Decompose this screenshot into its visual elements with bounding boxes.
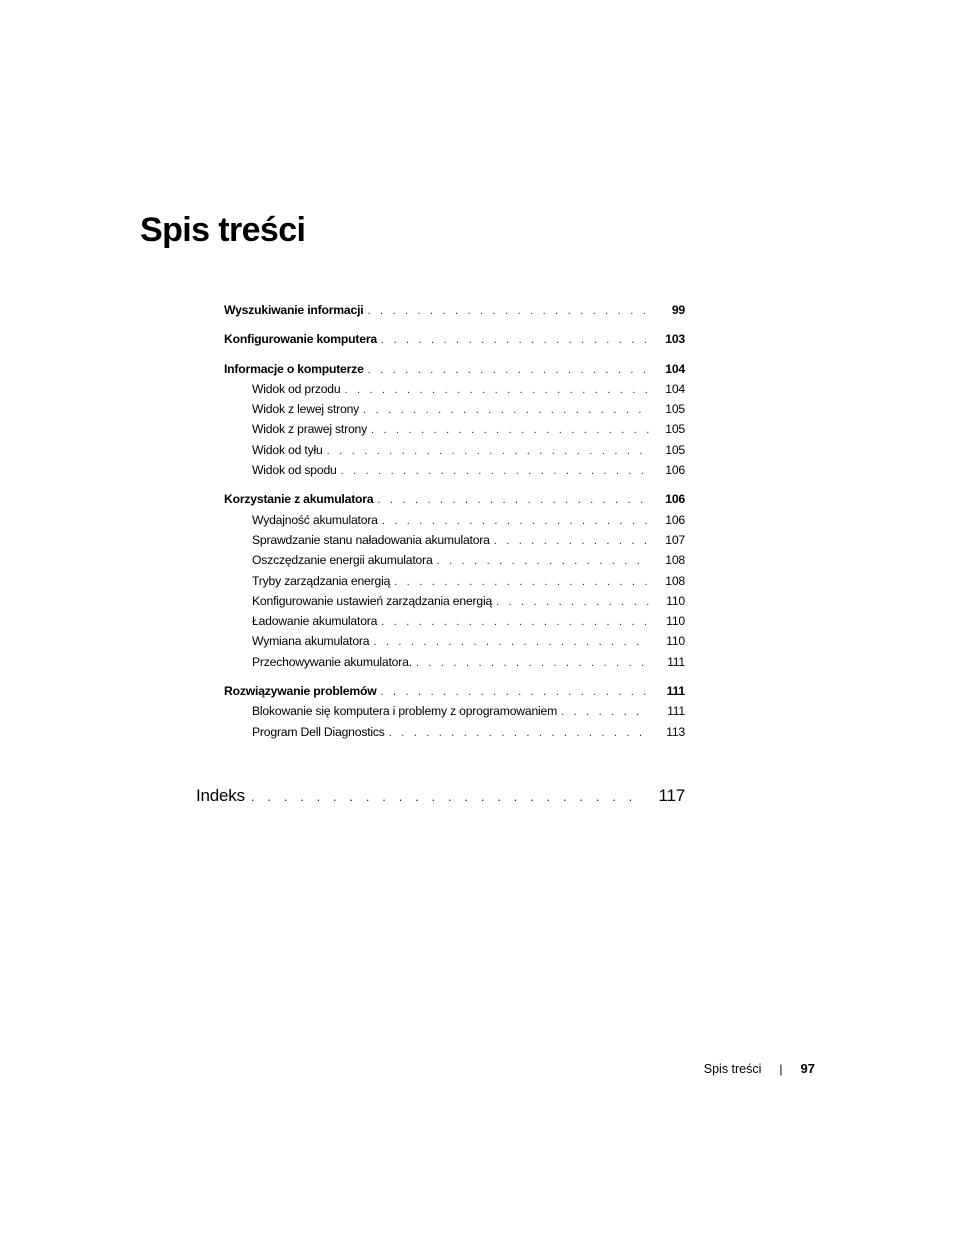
dot-leader (378, 515, 649, 527)
dot-leader (323, 445, 649, 457)
dot-leader (390, 576, 649, 588)
toc-subentry-label: Sprawdzanie stanu naładowania akumulatora (252, 532, 490, 547)
toc-entry[interactable] (224, 332, 685, 352)
toc-section (224, 303, 685, 323)
toc-subentry[interactable] (224, 704, 685, 724)
toc-subentry-page: 106 (665, 463, 685, 478)
dot-leader (367, 424, 649, 436)
toc-subentry-page: 104 (665, 381, 685, 396)
toc-entry-label: Informacje o komputerze (224, 361, 364, 376)
toc-subentry[interactable] (224, 614, 685, 634)
toc-section (224, 332, 685, 352)
toc-subentry-label: Blokowanie się komputera i problemy z oprogramowaniem (252, 704, 558, 719)
toc-subentry-label: Oszczędzanie energii akumulatora (252, 553, 433, 568)
toc-subentry-page: 106 (665, 512, 685, 527)
toc-section (224, 362, 685, 484)
toc-subentry-label: Program Dell Diagnostics (252, 724, 385, 739)
toc-subentry-page: 111 (667, 704, 685, 719)
toc-subentry[interactable] (224, 463, 685, 483)
index-page: 117 (658, 786, 685, 805)
dot-leader (377, 686, 649, 698)
toc-subentry[interactable] (224, 533, 685, 553)
toc-subentry[interactable] (224, 634, 685, 654)
toc-entry-page: 106 (665, 492, 685, 507)
toc-entry-page: 99 (671, 303, 685, 317)
toc-subentry-page: 105 (665, 402, 685, 417)
toc-entry-page: 111 (666, 684, 685, 699)
toc-subentry[interactable] (224, 402, 685, 422)
toc-subentry-page: 108 (665, 553, 685, 568)
toc-index-entry[interactable] (196, 786, 685, 806)
toc-entry[interactable] (224, 303, 685, 323)
toc-subentry-page: 110 (666, 593, 685, 608)
dot-leader (364, 364, 649, 376)
toc-subentry-page: 110 (666, 634, 685, 649)
toc-subentry-label: Wydajność akumulatora (252, 512, 378, 527)
toc-subentry[interactable] (224, 443, 685, 463)
toc-subentry-label: Ładowanie akumulatora (252, 614, 378, 629)
toc-section (224, 684, 685, 745)
dot-leader (385, 727, 649, 739)
page-title: Spis treści (140, 211, 306, 249)
toc-subentry-page: 111 (667, 654, 685, 669)
toc-subentry-page: 105 (665, 442, 685, 457)
footer-page-number: 97 (800, 1061, 815, 1076)
toc-subentry[interactable] (224, 553, 685, 573)
footer-section-name: Spis treści (703, 1062, 762, 1076)
toc-subentry-label: Wymiana akumulatora (252, 634, 370, 649)
toc-subentry[interactable] (224, 725, 685, 745)
toc-subentry-label: Przechowywanie akumulatora. (252, 654, 412, 669)
toc-subentry-page: 108 (665, 573, 685, 588)
dot-leader (369, 636, 649, 648)
page-footer (600, 1061, 815, 1076)
footer-divider: | (779, 1062, 783, 1076)
toc-subentry-label: Konfigurowanie ustawień zarządzania energią (252, 593, 493, 608)
dot-leader (412, 657, 649, 669)
dot-leader (492, 596, 649, 608)
toc-entry[interactable] (224, 492, 685, 512)
dot-leader (490, 535, 649, 547)
toc-subentry-label: Tryby zarządzania energią (252, 573, 391, 588)
toc-subentry-label: Widok z lewej strony (252, 402, 360, 417)
toc-subentry[interactable] (224, 594, 685, 614)
toc-subentry[interactable] (224, 513, 685, 533)
index-label: Indeks (196, 786, 245, 805)
toc-subentry[interactable] (224, 574, 685, 594)
toc-entry-label: Korzystanie z akumulatora (224, 492, 374, 507)
toc-subentry-page: 110 (666, 614, 685, 629)
toc-subentry-page: 107 (665, 532, 685, 547)
toc-subentry[interactable] (224, 382, 685, 402)
toc-subentry-label: Widok od przodu (252, 381, 341, 396)
dot-leader (557, 706, 649, 718)
toc-entry-label: Rozwiązywanie problemów (224, 684, 377, 699)
toc-subentry-label: Widok z prawej strony (252, 422, 368, 437)
toc-subentry[interactable] (224, 422, 685, 442)
toc-subentry-page: 113 (666, 724, 685, 739)
dot-leader (340, 384, 649, 396)
toc-entry[interactable] (224, 362, 685, 382)
dot-leader (377, 334, 649, 346)
dot-leader (433, 555, 649, 567)
toc-subentry-label: Widok od tyłu (252, 442, 323, 457)
toc-entry[interactable] (224, 684, 685, 704)
toc-entry-page: 104 (665, 361, 685, 376)
dot-leader (337, 465, 649, 477)
toc-subentry-label: Widok od spodu (252, 463, 337, 478)
dot-leader (363, 305, 649, 317)
table-of-contents (224, 303, 685, 754)
toc-section (224, 492, 685, 675)
dot-leader (359, 404, 649, 416)
dot-leader (373, 494, 649, 506)
toc-entry-label: Wyszukiwanie informacji (224, 303, 364, 317)
toc-subentry-page: 105 (665, 422, 685, 437)
toc-entry-page: 103 (665, 332, 685, 347)
dot-leader (245, 789, 643, 804)
toc-entry-label: Konfigurowanie komputera (224, 332, 377, 347)
toc-subentry[interactable] (224, 655, 685, 675)
dot-leader (377, 616, 649, 628)
